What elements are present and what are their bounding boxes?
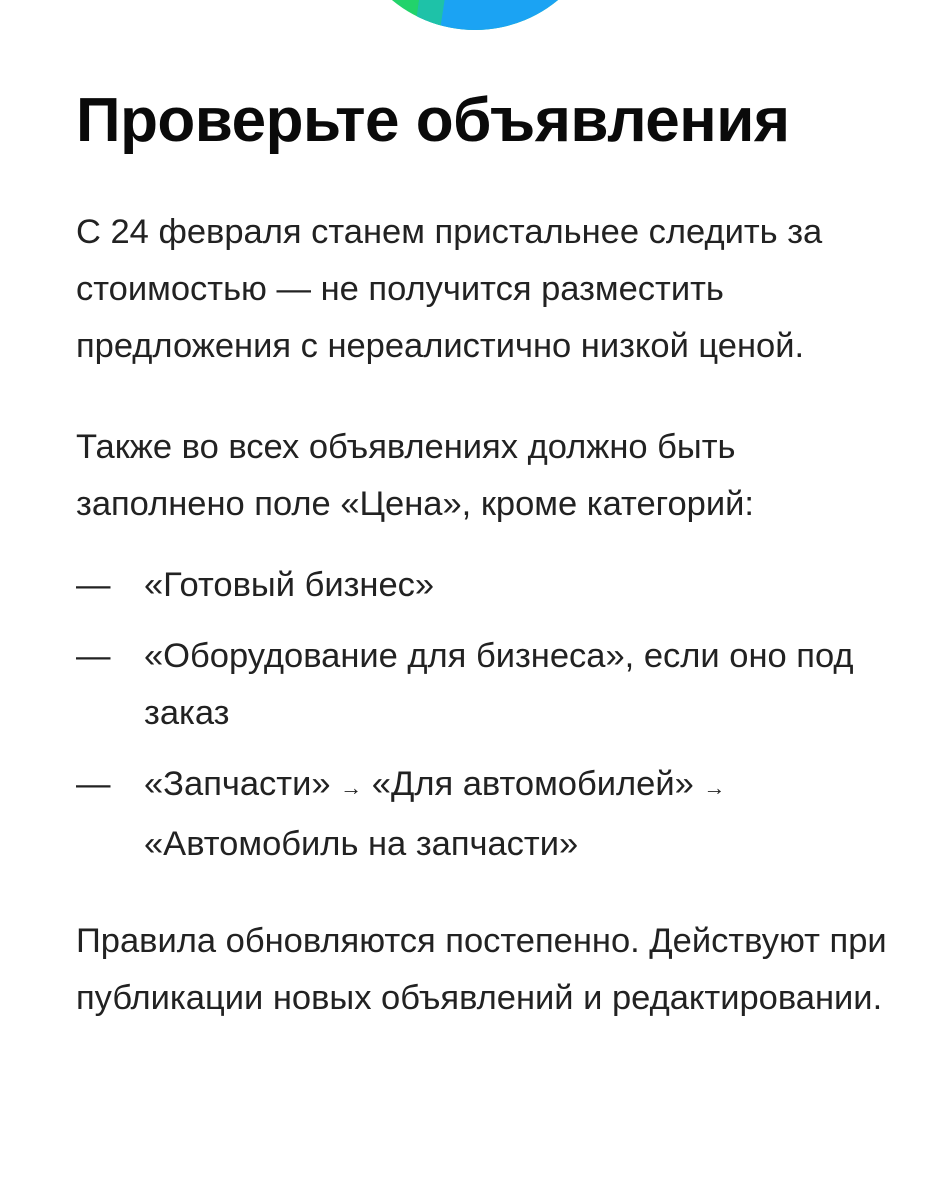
intro-paragraph (76, 204, 906, 375)
category-path-part: «Для автомобилей» (371, 765, 694, 803)
top-decorative-graphic (345, 0, 605, 30)
list-dash: — (76, 637, 111, 675)
arrow-right-icon: → (340, 775, 363, 800)
category-path-part: «Запчасти» (144, 765, 331, 803)
list-dash: — (76, 566, 111, 604)
list-item (76, 628, 906, 742)
arrow-right-icon: → (703, 775, 726, 800)
list-item-text: «Оборудование для бизнеса», если оно под заказ (144, 637, 854, 732)
list-item (76, 557, 906, 614)
price-field-paragraph: Также во всех объявлениях должно быть заполнено поле «Цена», кроме категорий: (76, 428, 754, 523)
main-content (76, 88, 906, 1027)
list-item-text (144, 756, 906, 873)
list-dash: — (76, 765, 111, 803)
category-path-part: «Автомобиль на запчасти» (144, 825, 579, 863)
page-title: Проверьте объявления (76, 86, 790, 155)
rules-update-paragraph: Правила обновляются постепенно. Действуют при публикации новых объявлений и редактировании. (76, 922, 887, 1017)
list-item (76, 756, 906, 873)
green-blue-circle-graphic-icon (345, 0, 605, 30)
list-item-text: «Готовый бизнес» (144, 566, 435, 604)
exception-categories-list (76, 557, 906, 873)
intro-text: С 24 февраля станем пристальнее следить за стоимостью — не получится разместить предложения с нереалистично низкой ценой. (76, 213, 823, 365)
